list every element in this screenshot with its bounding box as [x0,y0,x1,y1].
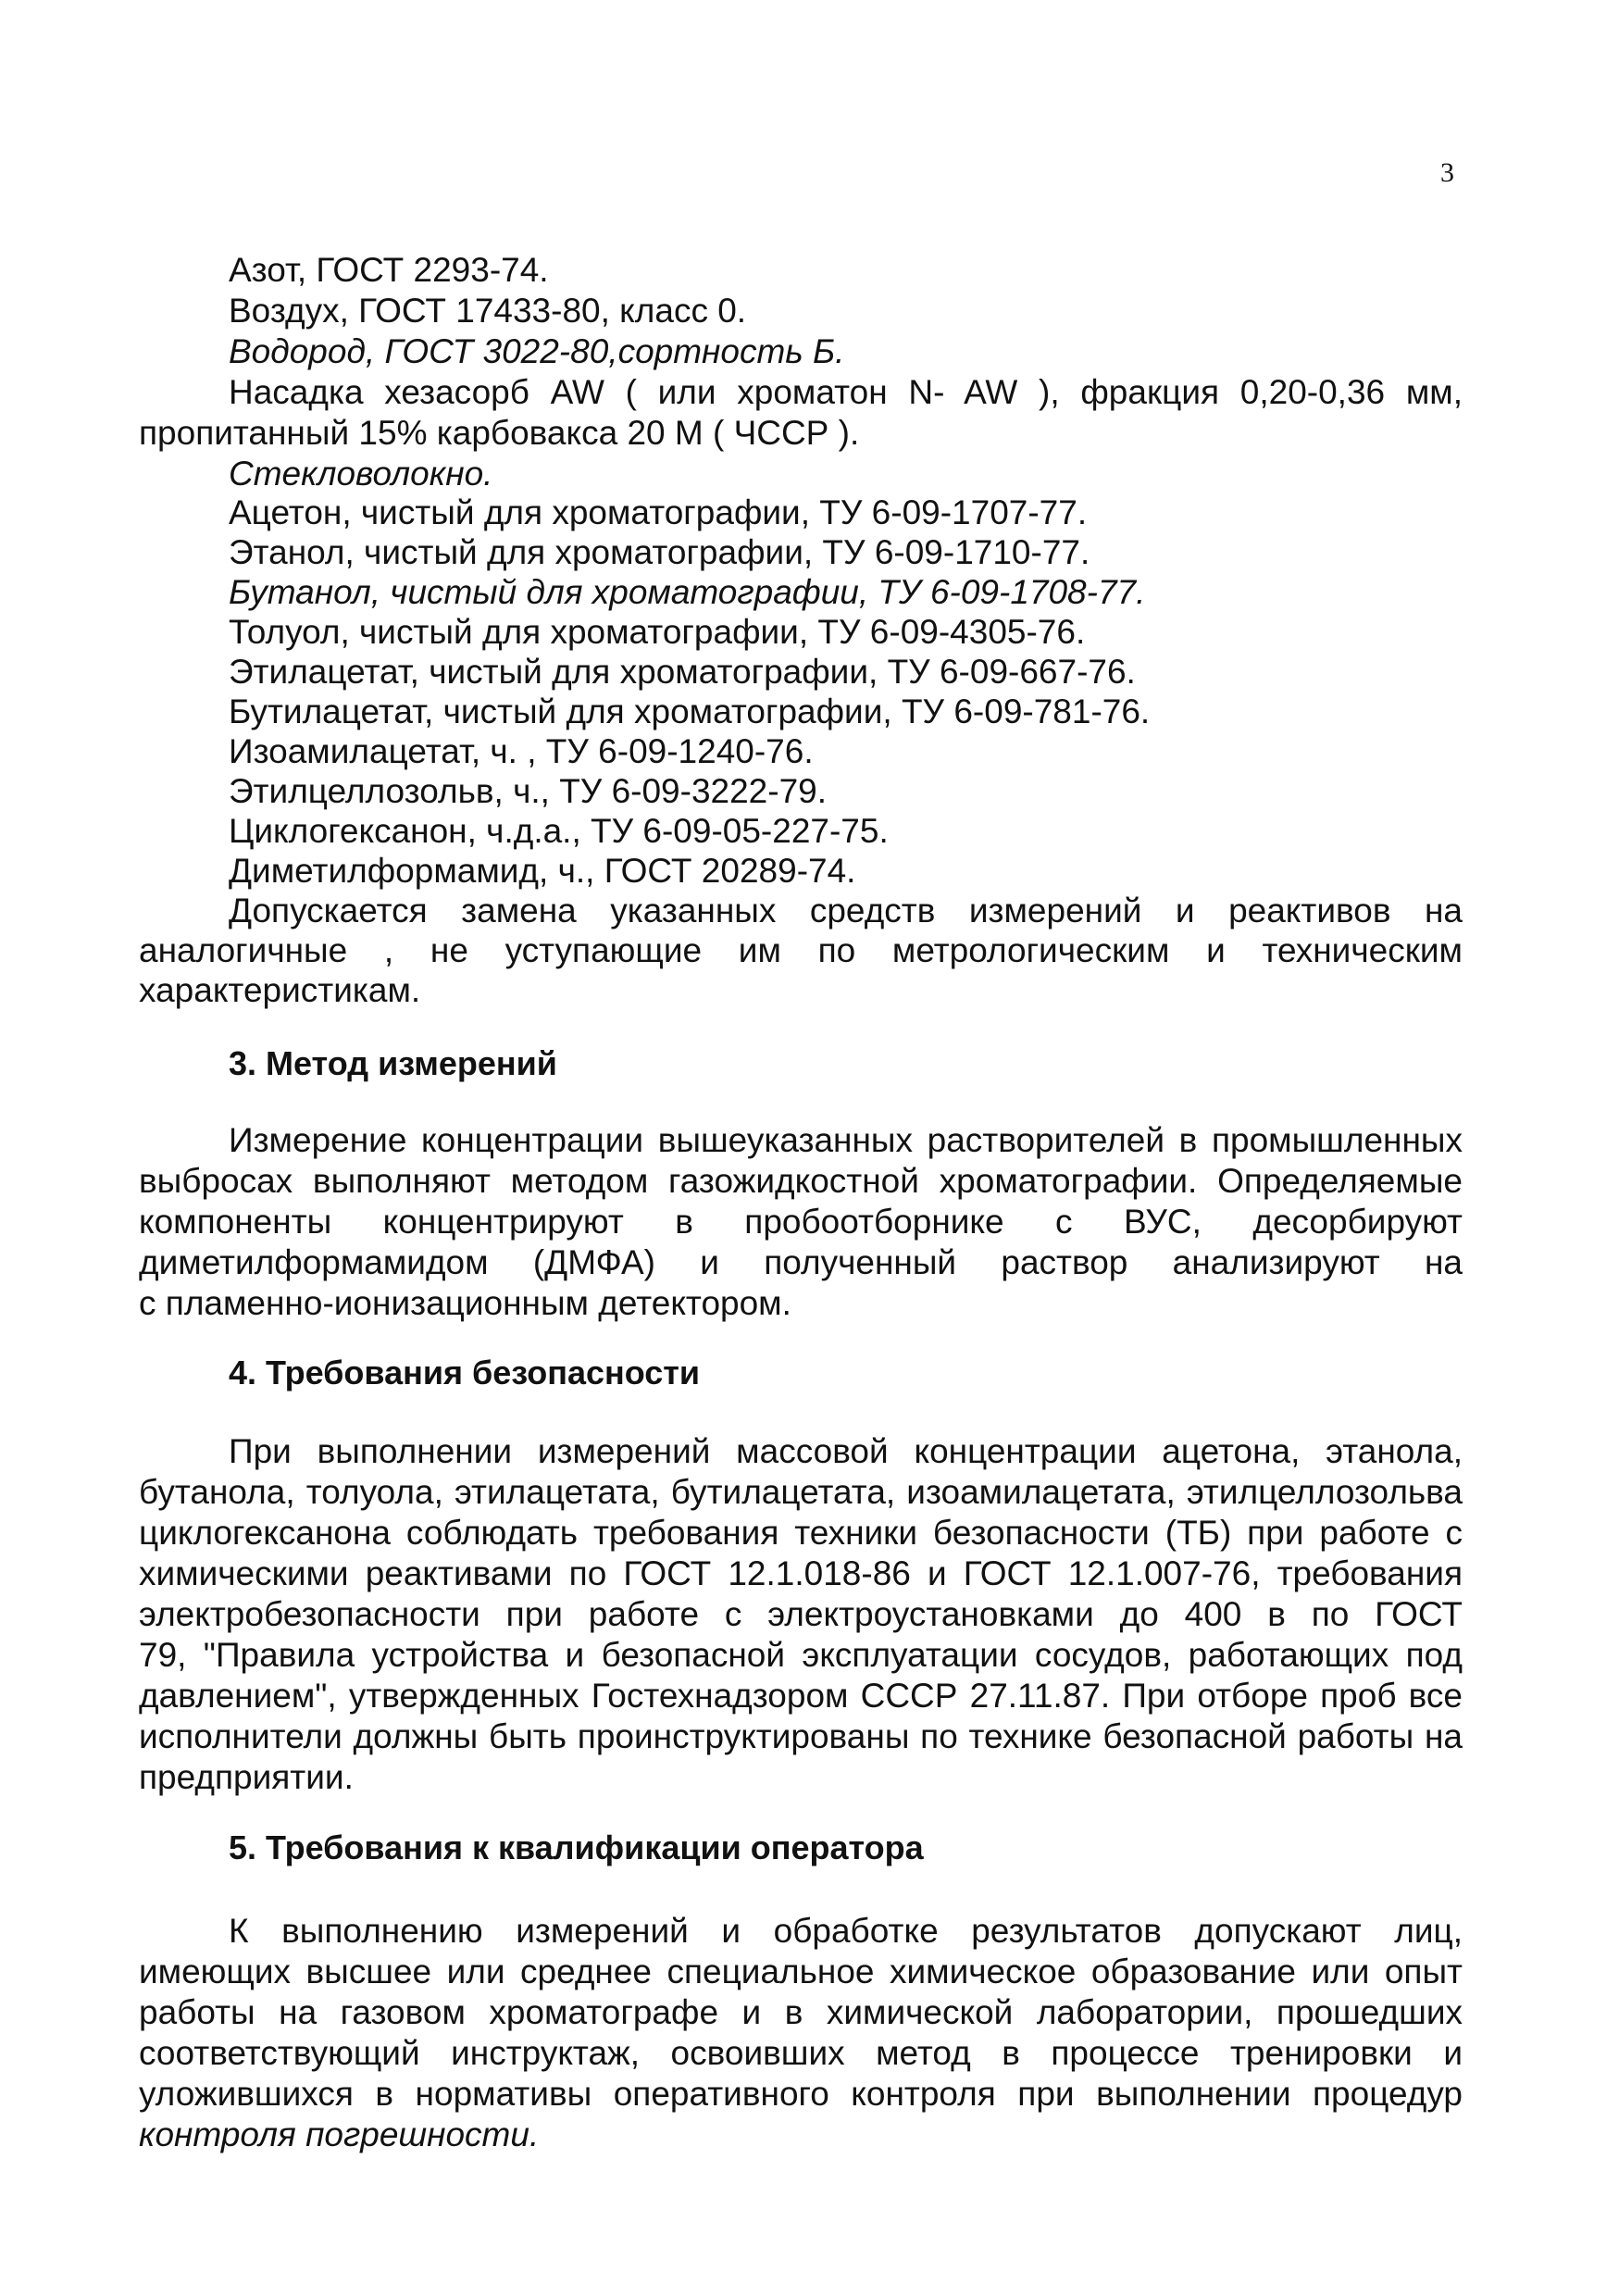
reagent-butanol: Бутанол, чистый для хроматографии, ТУ 6-09-1708-77. [229,573,1146,611]
section-4-line: химическими реактивами по ГОСТ 12.1.018-86 и ГОСТ 12.1.007-76, требования [139,1554,1463,1592]
reagent-ethanol: Этанол, чистый для хроматографии, ТУ 6-09-1710-77. [229,533,1090,571]
reagent-toluene: Толуол, чистый для хроматографии, ТУ 6-09-4305-76. [229,613,1086,651]
reagent-acetone: Ацетон, чистый для хроматографии, ТУ 6-09-1707-77. [229,493,1088,531]
section-3-line: компоненты концентрируют в пробоотборнике с ВУС, десорбируют [139,1203,1463,1241]
section-4-heading: 4. Требования безопасности [229,1354,701,1391]
replacement-line-1: Допускается замена указанных средств измерений и реактивов на [229,892,1463,930]
packing-line-1: Насадка хезасорб AW ( или хроматон N- AW ), фракция 0,20-0,36 мм, [229,373,1463,411]
section-5-line: уложившихся в нормативы оперативного контроля при выполнении процедур [139,2075,1463,2113]
reagent-butyl-acetate: Бутилацетат, чистый для хроматографии, ТУ 6-09-781-76. [229,693,1151,730]
page-number: 3 [1440,157,1454,188]
reagent-ethyl-acetate: Этилацетат, чистый для хроматографии, ТУ 6-09-667-76. [229,653,1136,691]
section-3-line: выбросах выполняют методом газожидкостной хроматографии. Определяемые [139,1162,1463,1200]
section-3-line: с пламенно-ионизационным детектором. [139,1284,791,1322]
section-5-line: К выполнению измерений и обработке результатов допускают лиц, [229,1912,1463,1950]
reagent-ethyl-cellosolve: Этилцеллозольв, ч., ТУ 6-09-3222-79. [229,772,828,810]
section-5-heading: 5. Требования к квалификации оператора [229,1828,924,1866]
section-5-line: соответствующий инструктаж, освоивших метод в процессе тренировки и [139,2034,1463,2072]
section-5-line: имеющих высшее или среднее специальное химическое образование или опыт [139,1953,1463,1990]
reagent-cyclohexanone: Циклогексанон, ч.д.а., ТУ 6-09-05-227-75. [229,812,889,850]
section-3-line: диметилформамидом (ДМФА) и полученный раствор анализируют на [139,1243,1463,1281]
material-air: Воздух, ГОСТ 17433-80, класс 0. [229,292,747,330]
section-4-line: При выполнении измерений массовой концентрации ацетона, этанола, [229,1432,1463,1470]
material-nitrogen: Азот, ГОСТ 2293-74. [229,251,549,289]
section-4-line: электробезопасности при работе с электроустановками до 400 в по ГОСТ [139,1595,1463,1633]
section-4-line: бутанола, толуола, этилацетата, бутилацетата, изоамилацетата, этилцеллозольва [139,1473,1463,1511]
section-5-line: работы на газовом хроматографе и в химической лаборатории, прошедших [139,1993,1463,2031]
section-4-line: циклогексанона соблюдать требования техники безопасности (ТБ) при работе с [139,1514,1463,1552]
section-3-heading: 3. Метод измерений [229,1044,557,1082]
material-hydrogen: Водород, ГОСТ 3022-80,сортность Б. [229,332,845,370]
section-4-line: 79, "Правила устройства и безопасной эксплуатации сосудов, работающих под [139,1636,1463,1674]
section-5-line: контроля погрешности. [139,2115,540,2153]
packing-line-2: пропитанный 15% карбовакса 20 М ( ЧССР ). [139,414,860,452]
reagent-isoamyl-acetate: Изоамилацетат, ч. , ТУ 6-09-1240-76. [229,732,814,770]
replacement-line-3: характеристикам. [139,971,421,1009]
reagent-dmf: Диметилформамид, ч., ГОСТ 20289-74. [229,852,856,890]
section-4-line: исполнители должны быть проинструктированы по технике безопасной работы на [139,1717,1463,1755]
section-4-line: предприятии. [139,1758,354,1796]
section-4-line: давлением", утвержденных Гостехнадзором СССР 27.11.87. При отборе проб все [139,1677,1463,1715]
section-3-line: Измерение концентрации вышеуказанных растворителей в промышленных [229,1121,1463,1159]
replacement-line-2: аналогичные , не уступающие им по метрологическим и техническим [139,931,1463,969]
material-fiberglass: Стекловолокно. [229,455,493,493]
